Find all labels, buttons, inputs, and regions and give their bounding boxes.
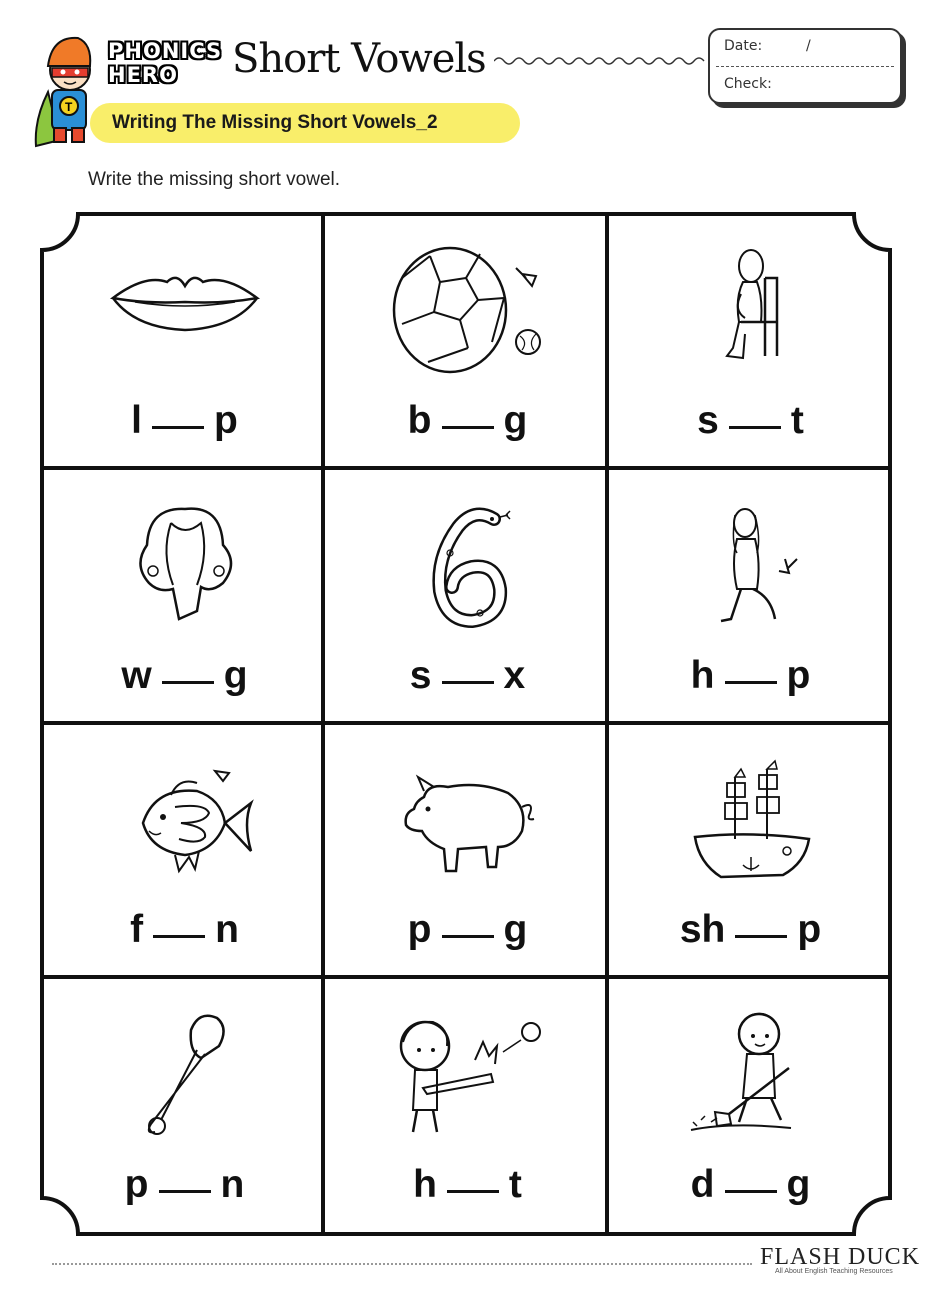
wig-icon [105,493,265,633]
word-puzzle [44,654,325,698]
answer-blank[interactable] [447,1190,499,1193]
word-puzzle [44,399,325,443]
word-start: l [131,399,142,442]
sitting-person-icon [671,238,831,378]
word-end: t [790,399,804,442]
word-puzzle [327,399,608,443]
word-end: g [503,908,528,951]
word-puzzle [327,908,608,952]
hopping-girl-icon [671,493,831,633]
word-end: x [503,654,526,697]
footer-dotted-line [52,1263,752,1265]
date-label: Date: [724,38,763,54]
word-start: b [407,399,432,442]
boy-digging-icon [671,1002,831,1142]
word-puzzle [610,908,891,952]
item-bag [327,216,608,469]
word-end: g [503,399,528,442]
word-start: h [690,654,715,697]
item-pig [327,725,608,978]
answer-blank[interactable] [729,426,781,429]
answer-blank[interactable] [442,426,494,429]
word-puzzle [610,399,891,443]
word-start: p [407,908,432,951]
date-box-divider [716,66,894,67]
word-start: f [130,908,144,951]
word-end: g [786,1163,811,1206]
word-end: n [215,908,239,951]
item-hop [610,471,891,724]
word-puzzle [44,1163,325,1207]
ball-icon [388,238,548,378]
answer-blank[interactable] [442,935,494,938]
brand-line2: HERO [108,63,178,87]
word-puzzle [610,654,891,698]
boy-batting-icon [383,1002,553,1142]
word-end: p [797,908,822,951]
word-start: s [697,399,719,442]
answer-blank[interactable] [725,1190,777,1193]
word-start: p [124,1163,149,1206]
word-puzzle [327,654,608,698]
answer-blank[interactable] [162,681,214,684]
date-slash: / [806,38,811,54]
answer-blank[interactable] [442,681,494,684]
logo-tagline: All About English Teaching Resources [775,1268,893,1275]
item-wig [44,471,325,724]
word-start: h [413,1163,437,1206]
answer-blank[interactable] [152,426,204,429]
brand-line1: PHONICS [108,39,223,63]
pig-icon [388,747,548,887]
flash-duck-logo: FLASH DUCK [760,1244,921,1270]
page-title: Short Vowels [232,36,486,82]
word-puzzle [610,1163,891,1207]
answer-blank[interactable] [725,681,777,684]
item-ship [610,725,891,978]
item-sit [610,216,891,469]
word-start: d [690,1163,715,1206]
word-puzzle [44,908,325,952]
phonics-hero-logo [108,40,226,88]
word-start: sh [679,908,726,951]
word-end: n [220,1163,245,1206]
check-label: Check: [724,76,772,92]
safety-pin-icon [105,1002,265,1142]
item-dig [610,980,891,1233]
worksheet-subtitle: Writing The Missing Short Vowels_2 [112,112,438,133]
item-fin [44,725,325,978]
item-pin [44,980,325,1233]
six-snake-icon [388,493,548,633]
word-end: p [214,399,238,442]
word-end: t [508,1163,522,1206]
word-end: g [223,654,248,697]
lips-icon [105,238,265,358]
answer-blank[interactable] [153,935,205,938]
ship-icon [671,747,831,887]
word-start: w [121,654,152,697]
wavy-divider [494,54,706,68]
item-hit [327,980,608,1233]
item-six [327,471,608,724]
word-end: p [786,654,811,697]
svg-text:T: T [65,100,73,114]
item-lip [44,216,325,469]
word-puzzle [327,1163,608,1207]
date-check-box [708,28,902,104]
fish-icon [105,747,265,887]
answer-blank[interactable] [159,1190,211,1193]
answer-blank[interactable] [735,935,787,938]
word-start: s [409,654,432,697]
instruction-text: Write the missing short vowel. [88,169,341,190]
